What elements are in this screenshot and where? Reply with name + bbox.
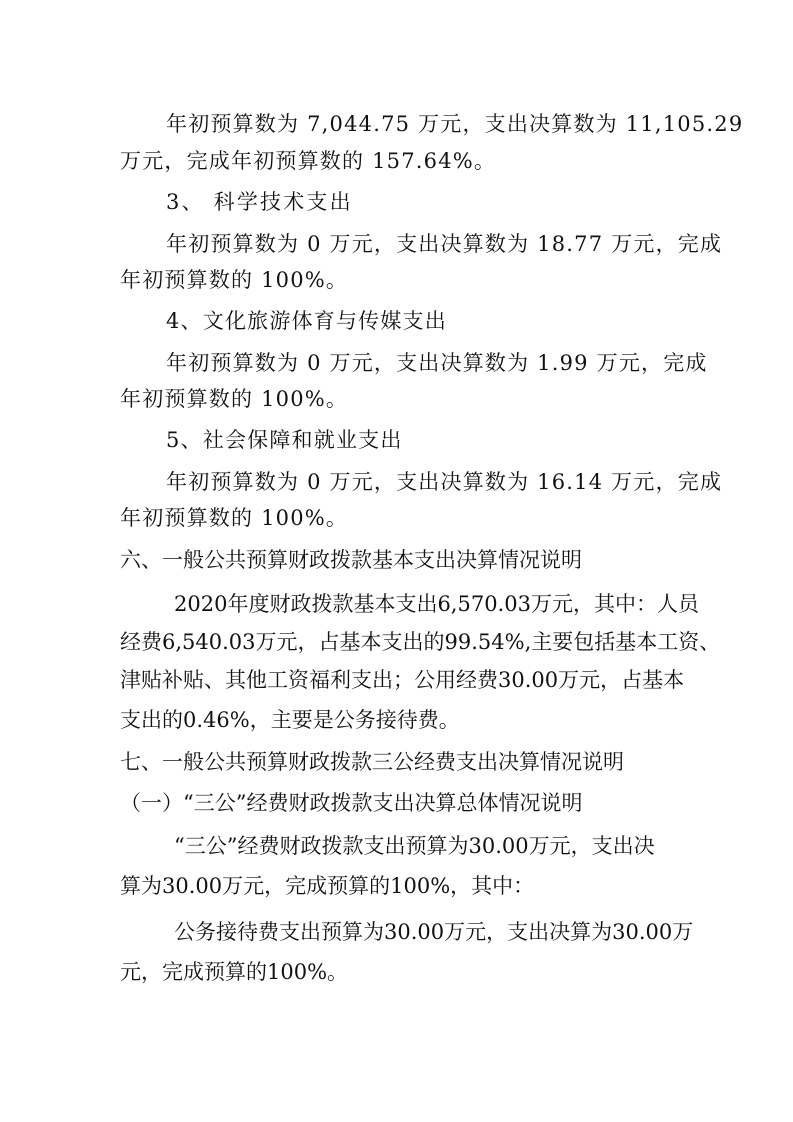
paragraph-line: 年初预算数为 0 万元，支出决算数为 16.14 万元，完成 (166, 470, 723, 494)
paragraph-line: 支出的0.46%，主要是公务接待费。 (120, 708, 460, 732)
paragraph-line: 2020年度财政拨款基本支出6,570.03万元，其中：人员 (174, 592, 699, 616)
paragraph-line: 元，完成预算的100%。 (120, 960, 349, 984)
item-5-title: 5、社会保障和就业支出 (166, 428, 403, 452)
paragraph-line: 年初预算数为 0 万元，支出决算数为 1.99 万元，完成 (166, 351, 708, 375)
paragraph-line: 公务接待费支出预算为30.00万元，支出决算为30.00万 (174, 920, 694, 944)
paragraph-line: 年初预算数为 0 万元，支出决算数为 18.77 万元，完成 (166, 232, 723, 256)
section-7-subheading: （一）“三公”经费财政拨款支出决算总体情况说明 (120, 791, 583, 815)
section-6-heading: 六、一般公共预算财政拨款基本支出决算情况说明 (120, 548, 582, 572)
paragraph-line: 经费6,540.03万元，占基本支出的99.54%,主要包括基本工资、 (120, 630, 721, 654)
item-3-title: 3、 科学技术支出 (166, 190, 353, 214)
paragraph-line: 年初预算数的 100%。 (120, 387, 349, 411)
paragraph-line: 津贴补贴、其他工资福利支出；公用经费30.00万元，占基本 (120, 668, 685, 692)
paragraph-line: 万元，完成年初预算数的 157.64%。 (120, 149, 497, 173)
item-4-title: 4、文化旅游体育与传媒支出 (166, 309, 447, 333)
paragraph-line: 年初预算数的 100%。 (120, 268, 349, 292)
paragraph-line: “三公”经费财政拨款支出预算为30.00万元，支出决 (174, 834, 655, 858)
paragraph-line: 年初预算数为 7,044.75 万元，支出决算数为 11,105.29 (166, 112, 744, 136)
section-7-heading: 七、一般公共预算财政拨款三公经费支出决算情况说明 (120, 750, 624, 774)
paragraph-line: 年初预算数的 100%。 (120, 506, 349, 530)
paragraph-line: 算为30.00万元，完成预算的100%，其中： (120, 874, 535, 898)
